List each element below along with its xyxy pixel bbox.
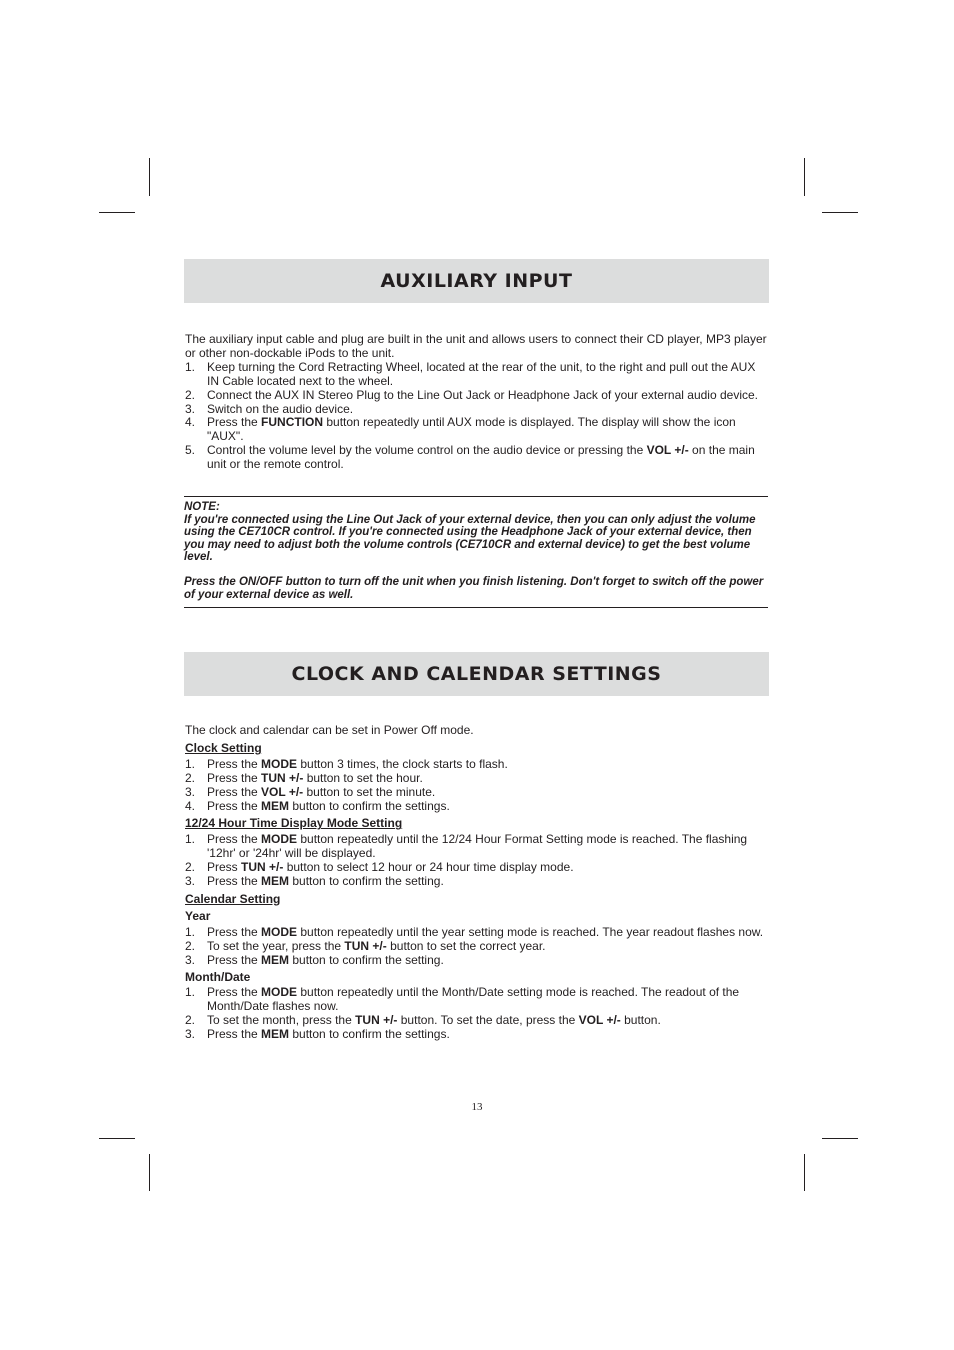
list-item: 2. To set the month, press the TUN +/- button. To set the date, press the VOL +/- button. <box>185 1013 661 1028</box>
list-item: 3. Press the MEM button to confirm the settings. <box>185 1027 450 1042</box>
month-date-steps-list <box>185 986 769 1042</box>
list-item: 2. Press TUN +/- button to select 12 hour or 24 hour time display mode. <box>185 860 574 875</box>
list-item: 3. Press the MEM button to confirm the setting. <box>185 874 444 889</box>
list-item: 3. Switch on the audio device. <box>185 401 354 416</box>
note-paragraph-2: Press the ON/OFF button to turn off the unit when you finish listening. Don't forget to switch off the power of your external device as well. <box>184 575 764 601</box>
clock-steps-list <box>185 758 769 814</box>
year-heading: Year <box>185 908 211 923</box>
auxiliary-input-body <box>185 333 769 472</box>
page-number: 13 <box>471 1101 483 1113</box>
note-label: NOTE: <box>184 501 220 513</box>
crop-mark-tr-vertical <box>804 158 805 196</box>
clock-calendar-banner <box>184 652 769 696</box>
crop-mark-tr-horizontal <box>822 212 858 213</box>
list-item: 2. Press the TUN +/- button to set the hour. <box>185 770 423 785</box>
list-item: 1. Keep turning the Cord Retracting Wheel, located at the rear of the unit, to the right and pull out the AUX IN Cable located next to the wheel. <box>185 359 756 388</box>
list-item: 1. Press the MODE button 3 times, the clock starts to flash. <box>185 756 508 771</box>
clock-calendar-body <box>185 724 769 1042</box>
aux-note-box <box>184 496 768 608</box>
month-date-heading: Month/Date <box>185 969 251 984</box>
crop-mark-bl-horizontal <box>99 1138 135 1139</box>
crop-mark-bl-vertical <box>149 1154 150 1191</box>
list-item: 1. Press the MODE button repeatedly until the Month/Date setting mode is reached. The readout of the Month/Date flashes now. <box>185 985 740 1014</box>
aux-steps-list <box>185 361 769 472</box>
list-item: 4. Press the MEM button to confirm the settings. <box>185 798 450 813</box>
list-item: 3. Press the MEM button to confirm the setting. <box>185 952 444 967</box>
hour-mode-heading: 12/24 Hour Time Display Mode Setting <box>185 816 403 831</box>
list-item: 2. To set the year, press the TUN +/- button to set the correct year. <box>185 938 546 953</box>
crop-mark-tl-horizontal <box>99 212 135 213</box>
list-item: 3. Press the VOL +/- button to set the minute. <box>185 784 436 799</box>
auxiliary-input-banner <box>184 259 769 303</box>
calendar-setting-heading: Calendar Setting <box>185 891 281 906</box>
list-item: 1. Press the MODE button repeatedly until the 12/24 Hour Format Setting mode is reached. The flashing '12hr' or '24hr' will be displayed. <box>185 832 748 861</box>
hour-mode-steps-list <box>185 833 769 889</box>
list-item: 2. Connect the AUX IN Stereo Plug to the Line Out Jack or Headphone Jack of your external audio device. <box>185 387 758 402</box>
year-steps-list <box>185 926 769 968</box>
clock-intro: The clock and calendar can be set in Power Off mode. <box>185 723 474 737</box>
section-title-clock-calendar: CLOCK AND CALENDAR SETTINGS <box>291 663 662 685</box>
list-item: 4. Press the FUNCTION button repeatedly until AUX mode is displayed. The display will show the icon "AUX". <box>185 415 736 444</box>
crop-mark-tl-vertical <box>149 158 150 196</box>
crop-mark-br-vertical <box>804 1154 805 1191</box>
note-paragraph-1: If you're connected using the Line Out Jack of your external device, then you can only adjust the volume using the CE710CR control. If you're connected using the Headphone Jack of your external device, then you may need to adjust both the volume controls (CE710CR and external device) to get the best volume level. <box>184 513 756 564</box>
list-item: 1. Press the MODE button repeatedly until the year setting mode is reached. The year readout flashes now. <box>185 924 764 939</box>
crop-mark-br-horizontal <box>822 1138 858 1139</box>
list-item: 5. Control the volume level by the volume control on the audio device or pressing the VOL +/- on the main unit or the remote control. <box>185 443 755 472</box>
aux-intro: The auxiliary input cable and plug are built in the unit and allows users to connect their CD player, MP3 player or other non-dockable iPods to the unit. <box>185 332 767 360</box>
section-title-auxiliary-input: AUXILIARY INPUT <box>380 270 573 292</box>
clock-setting-heading: Clock Setting <box>185 740 262 755</box>
